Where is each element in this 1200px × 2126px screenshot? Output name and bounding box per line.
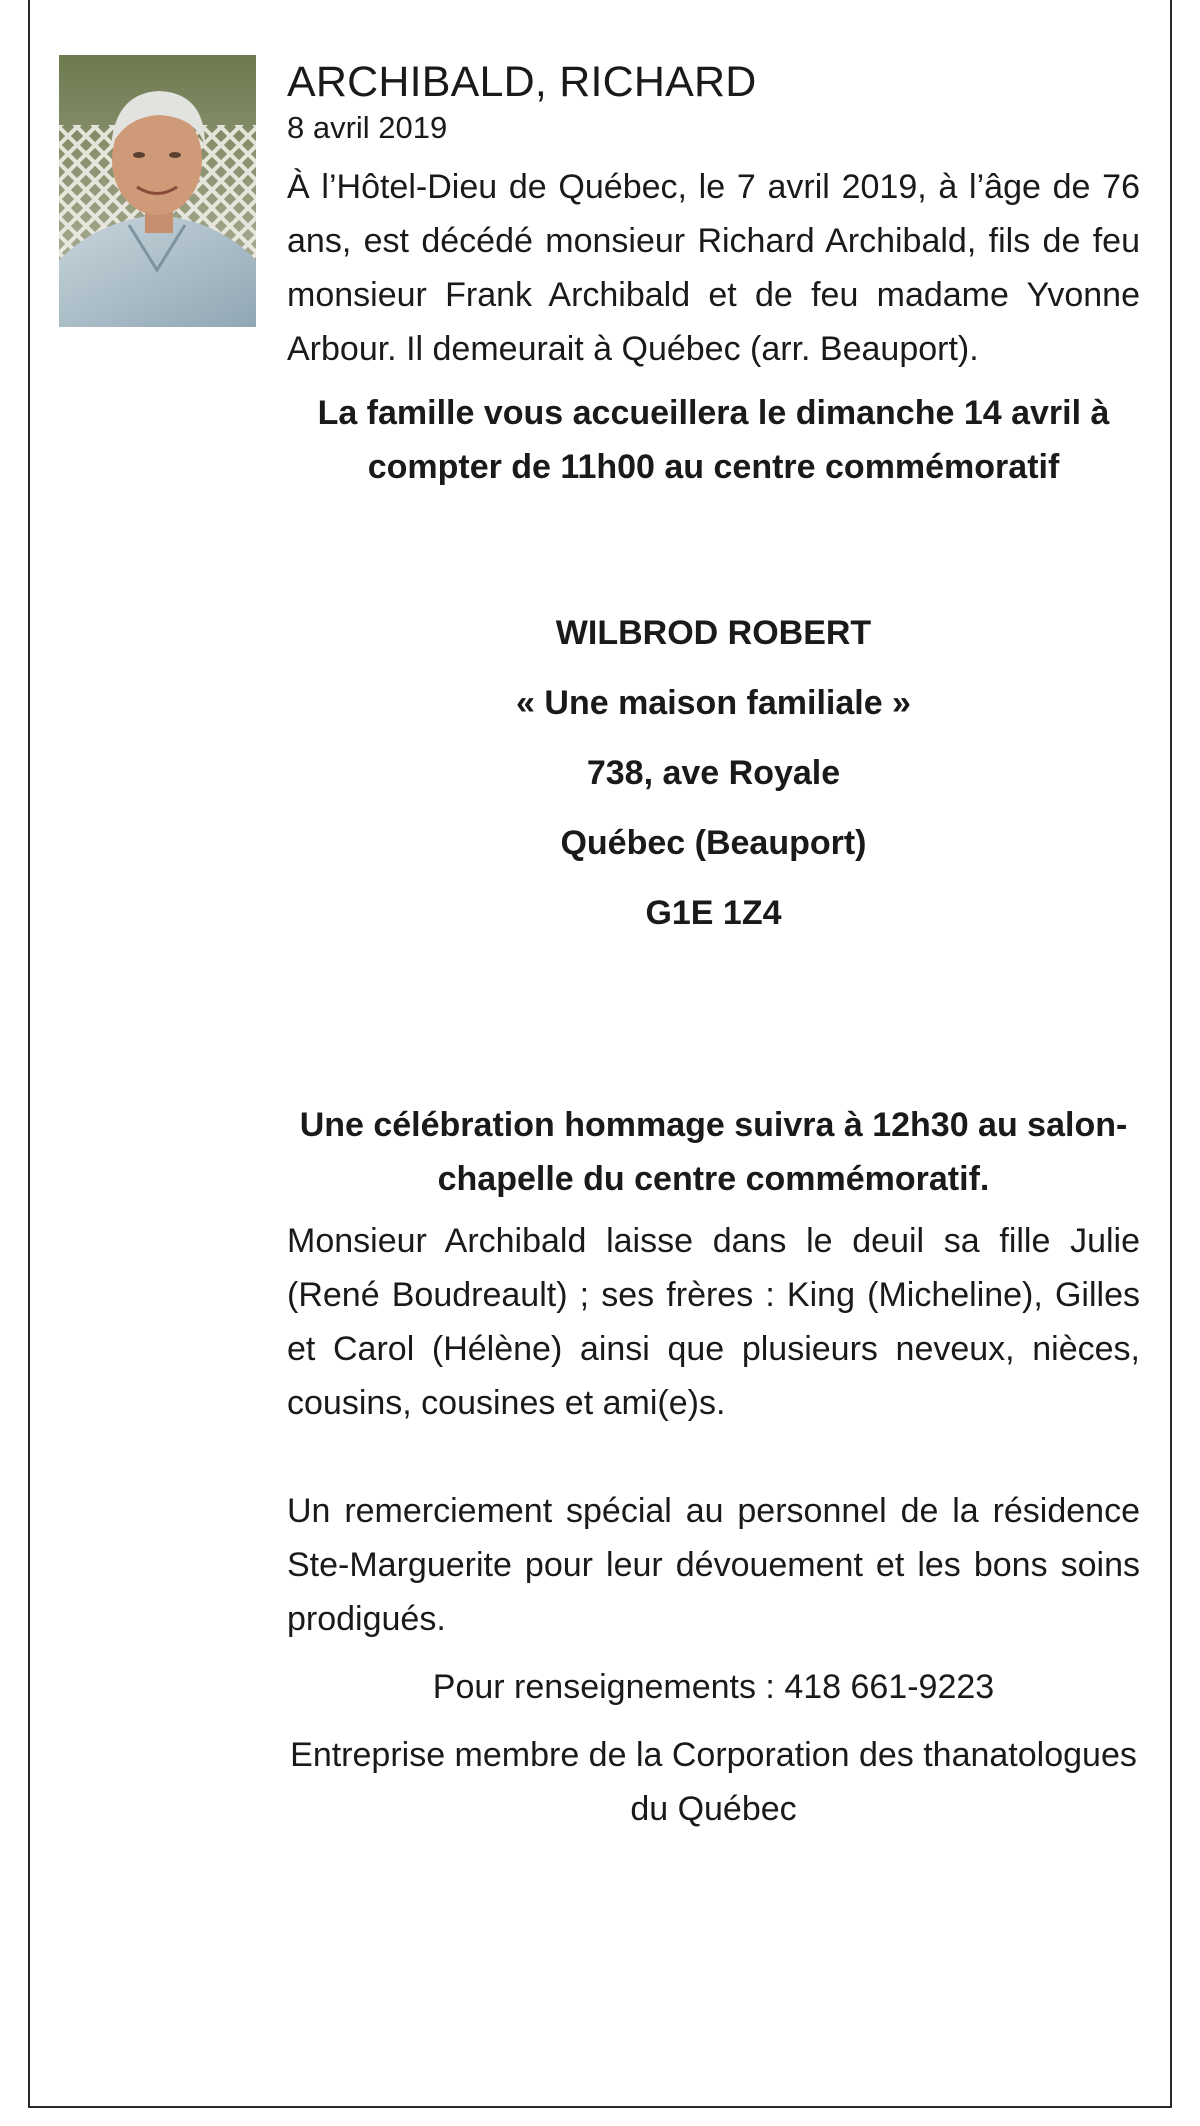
visitation-notice: La famille vous accueillera le dimanche 14 avril à compter de 11h00 au centre commémoratif [317,394,1110,486]
ceremony-notice: Une célébration hommage suivra à 12h30 au salon-chapelle du centre commémoratif. [299,1106,1128,1198]
funeral-home-tagline: « Une maison familiale » [516,684,911,722]
survivors-paragraph: Monsieur Archibald laisse dans le deuil sa fille Julie (René Boudreault) ; ses frères : King (Micheline), Gilles et Carol (Hélène) ainsi que plusieurs neveux, nièces, cousins, cousines et ami(e)s. [287,1222,1140,1422]
obituary-content [287,54,1140,1836]
funeral-home-postal-code: G1E 1Z4 [645,894,782,932]
portrait-photo [59,55,256,327]
intro-paragraph: À l’Hôtel-Dieu de Québec, le 7 avril 2019, à l’âge de 76 ans, est décédé monsieur Richard Archibald, fils de feu monsieur Frank Archibald et de feu madame Yvonne Arbour. Il demeurait à Québec (arr. Beauport). [287,168,1140,368]
funeral-home-city: Québec (Beauport) [560,824,867,862]
portrait-image [59,55,256,327]
contact-info: Pour renseignements : 418 661-9223 [432,1668,995,1706]
funeral-home-name: WILBROD ROBERT [555,614,872,652]
deceased-name: ARCHIBALD, RICHARD [287,58,757,106]
membership-note: Entreprise membre de la Corporation des thanatologues du Québec [290,1736,1137,1828]
funeral-home-street: 738, ave Royale [586,754,841,792]
thanks-paragraph: Un remerciement spécial au personnel de la résidence Ste-Marguerite pour leur dévouement et les bons soins prodigués. [287,1492,1140,1638]
publication-date: 8 avril 2019 [287,110,448,145]
